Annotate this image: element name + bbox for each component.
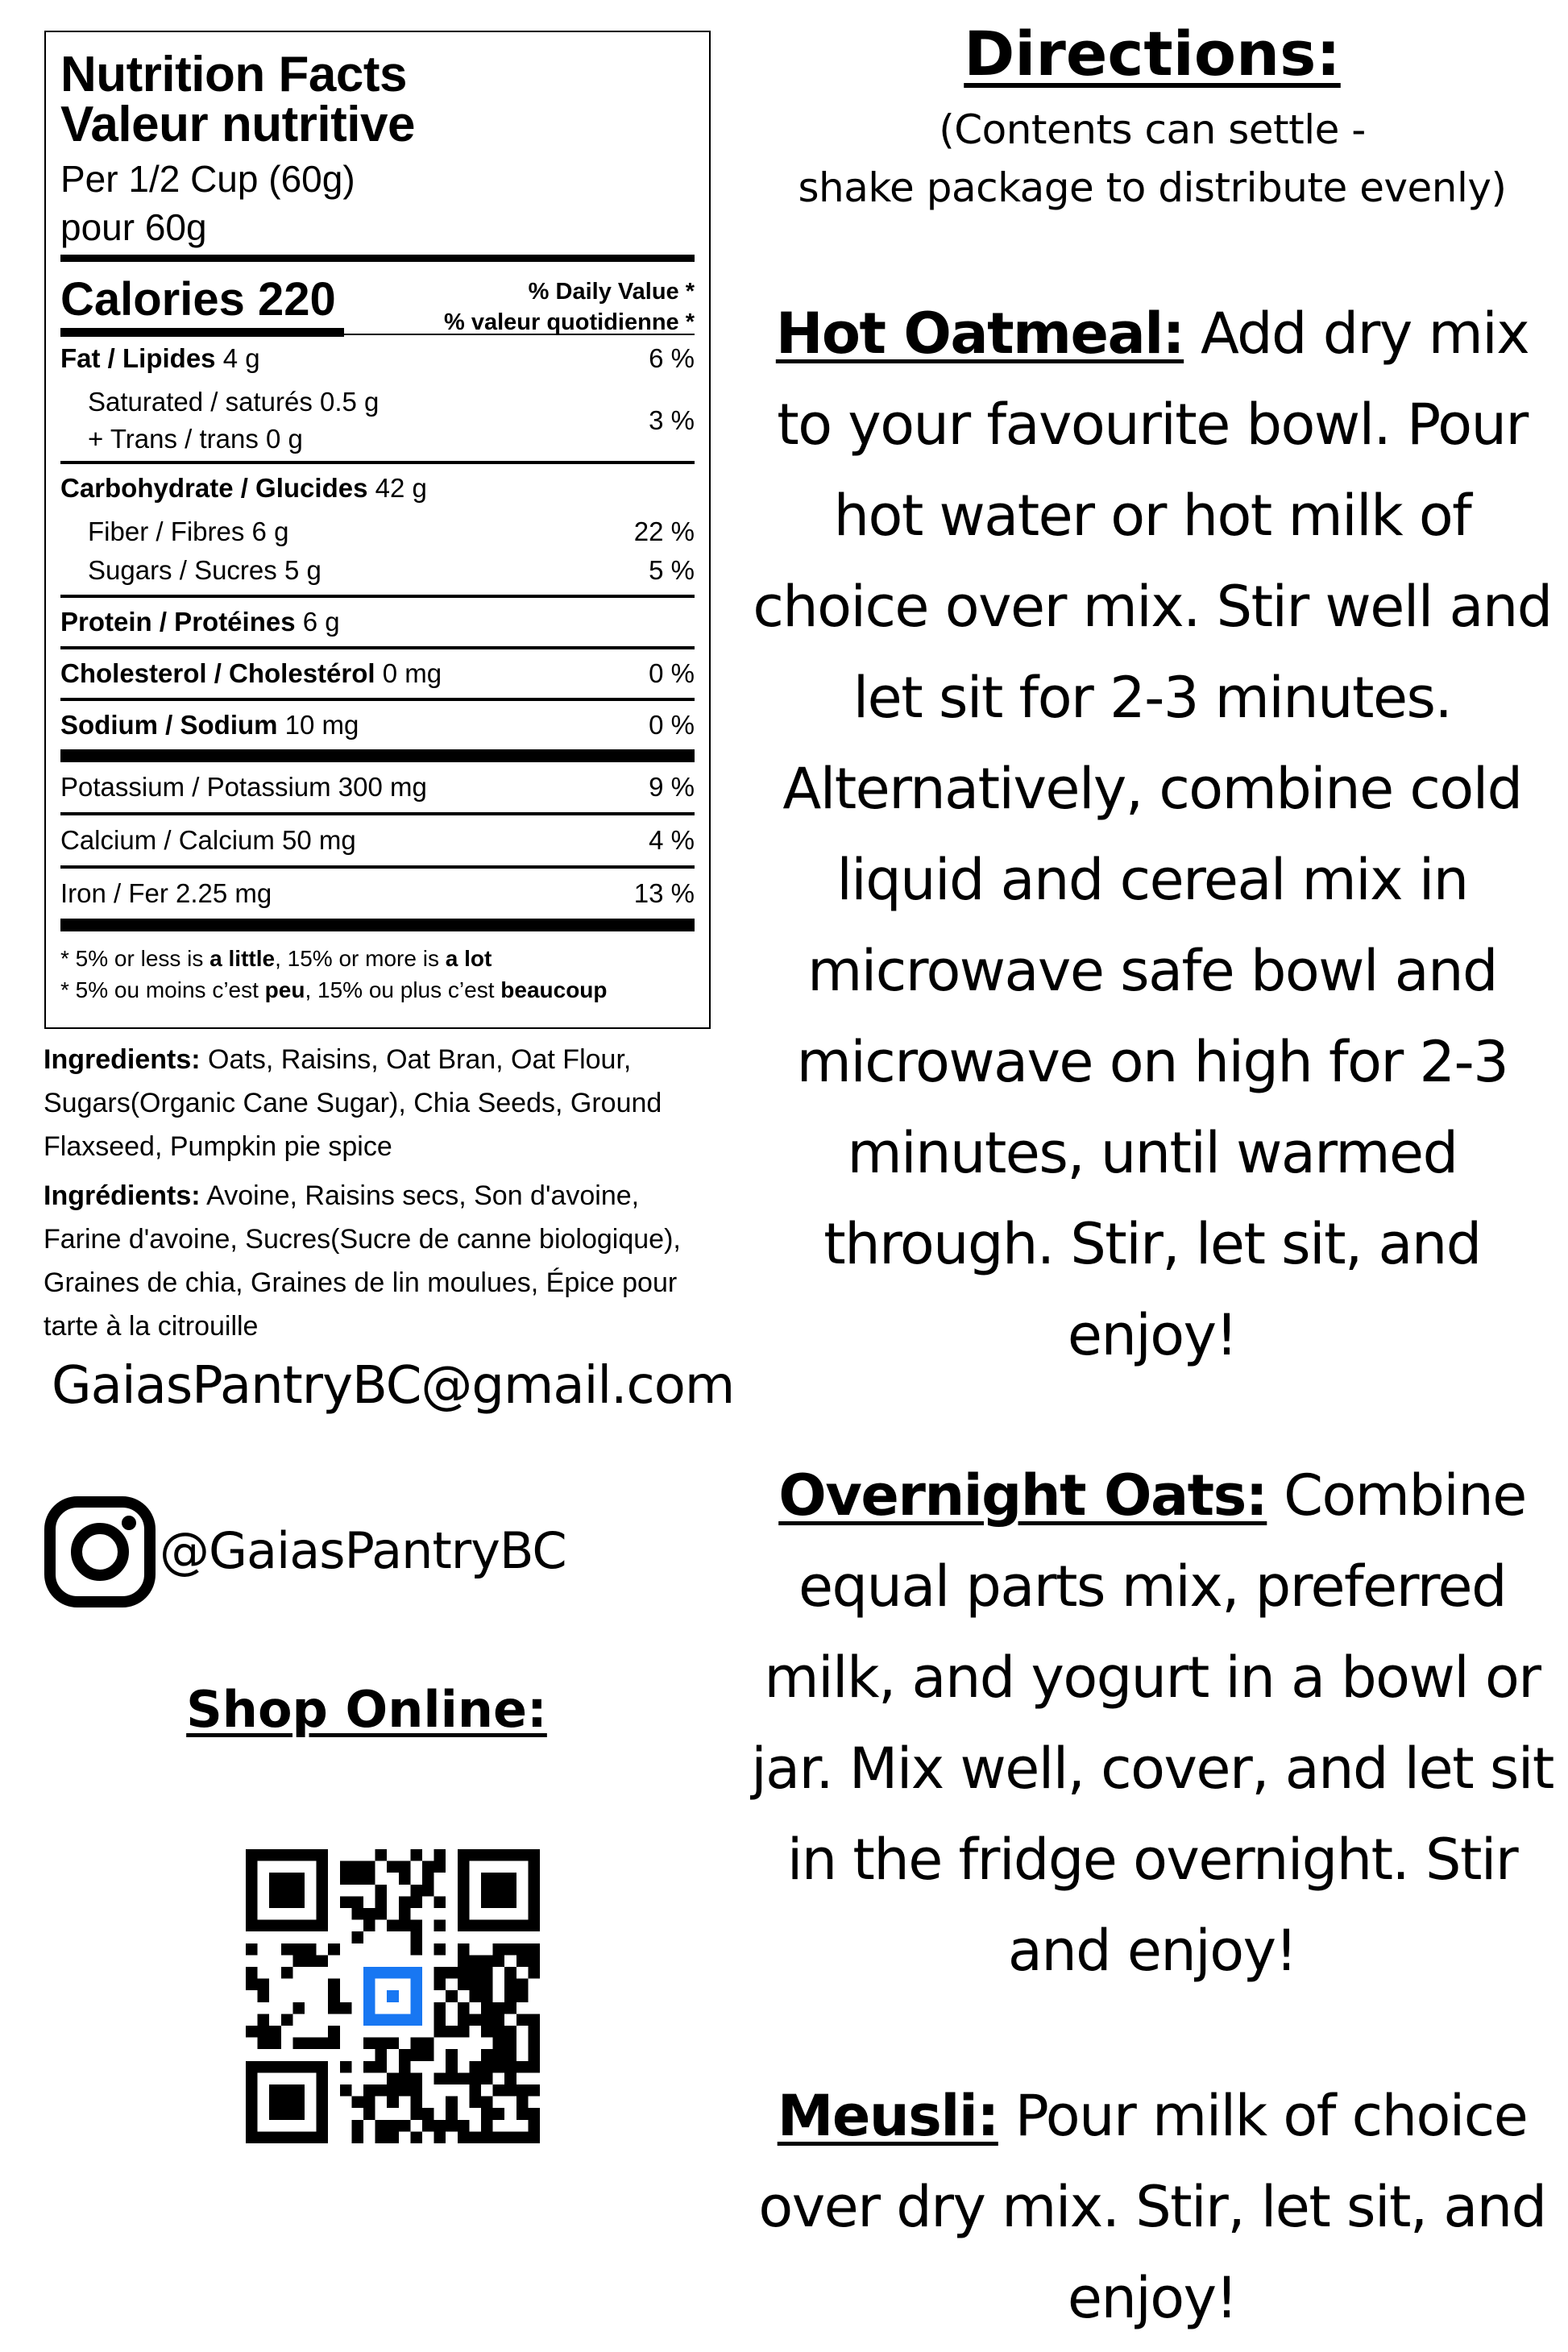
shop-online-heading: Shop Online: [186, 1680, 547, 1739]
saturated-fat: Saturated / saturés 0.5 g [88, 387, 380, 417]
serving-size-fr: pour 60g [60, 206, 207, 248]
sodium-label: Sodium / Sodium [60, 710, 278, 740]
carbohydrate-amount: 42 g [367, 473, 427, 503]
sodium-percent: 0 % [649, 710, 695, 740]
calcium-percent: 4 % [649, 825, 695, 855]
carbohydrate-row [60, 464, 695, 512]
sugars-percent: 5 % [649, 555, 695, 585]
saturated-trans-row [60, 382, 695, 459]
cholesterol-amount: 0 mg [375, 658, 442, 688]
ingredients-en-text: Oats, Raisins, Oat Bran, Oat Flour, Sugars(Organic Cane Sugar), Chia Seeds, Ground Flaxseed, Pumpkin pie spice [44, 1044, 662, 1162]
meusli-directions [749, 2071, 1555, 2344]
fat-label: Fat / Lipides [60, 343, 216, 373]
daily-value-header-en: % Daily Value * [528, 279, 695, 305]
cholesterol-label: Cholesterol / Cholestérol [60, 658, 375, 688]
directions-note [749, 101, 1555, 217]
fat-amount: 4 g [215, 343, 260, 373]
sodium-row [60, 701, 695, 749]
sodium-amount: 10 mg [277, 710, 359, 740]
sugars-label: Sugars / Sucres 5 g [88, 555, 321, 585]
ingredients-fr [44, 1174, 720, 1348]
saturated-trans-percent: 3 % [649, 405, 695, 435]
ingredients-fr-text: Avoine, Raisins secs, Son d'avoine, Farine d'avoine, Sucres(Sucre de canne biologique), Graines de chia, Graines de lin moulues, Épice pour tarte à la citrouille [44, 1180, 681, 1342]
nutrition-title-fr: Valeur nutritive [60, 97, 415, 152]
potassium-percent: 9 % [649, 772, 695, 802]
meusli-label: Meusli: [777, 2083, 998, 2149]
ingredients-en [44, 1038, 720, 1168]
protein-amount: 6 g [295, 607, 340, 637]
carbohydrate-label: Carbohydrate / Glucides [60, 473, 368, 503]
potassium-label: Potassium / Potassium 300 mg [60, 772, 427, 802]
calcium-label: Calcium / Calcium 50 mg [60, 825, 356, 855]
potassium-row [60, 762, 695, 812]
fat-row [60, 335, 695, 382]
instagram-handle[interactable]: @GaiasPantryBC [160, 1521, 566, 1580]
directions-note-line-1: (Contents can settle - [939, 106, 1366, 153]
fiber-label: Fiber / Fibres 6 g [88, 516, 289, 546]
contact-email[interactable]: GaiasPantryBC@gmail.com [52, 1356, 735, 1416]
overnight-oats-text: Combine equal parts mix, preferred milk, and yogurt in a bowl or jar. Mix well, cover, and let sit in the fridge overnight. Stir and enjoy! [751, 1462, 1553, 1984]
overnight-oats-directions [749, 1450, 1555, 1997]
qr-code-icon[interactable] [246, 1849, 540, 2143]
footnote-en: * 5% or less is a little, 15% or more is a lot [60, 946, 492, 971]
protein-row [60, 598, 695, 646]
protein-label: Protein / Protéines [60, 607, 296, 637]
trans-fat: + Trans / trans 0 g [88, 424, 303, 454]
serving-size-en: Per 1/2 Cup (60g) [60, 158, 355, 200]
fiber-row [60, 512, 695, 551]
ingredients-en-label: Ingredients: [44, 1044, 201, 1075]
nutrition-facts-panel [44, 31, 711, 1029]
iron-row [60, 869, 695, 919]
fiber-percent: 22 % [633, 516, 695, 546]
daily-value-footnote [60, 931, 695, 1006]
daily-value-header-fr: % valeur quotidienne * [444, 309, 695, 335]
calories-label: Calories 220 [60, 273, 336, 326]
overnight-oats-label: Overnight Oats: [778, 1462, 1267, 1529]
sugars-row [60, 551, 695, 590]
directions-title: Directions: [964, 18, 1341, 89]
nutrition-title-en: Nutrition Facts [60, 47, 407, 102]
hot-oatmeal-text: Add dry mix to your favourite bowl. Pour hot water or hot milk of choice over mix. Stir well and let sit for 2-3 minutes. Alternatively, combine cold liquid and cereal mix in microwave safe bowl and microwave on high for 2-3 minutes, until warmed through. Stir, let sit, and enjoy! [753, 301, 1552, 1368]
cholesterol-percent: 0 % [649, 658, 695, 688]
ingredients-fr-label: Ingrédients: [44, 1180, 201, 1211]
cholesterol-row [60, 649, 695, 698]
calcium-row [60, 815, 695, 865]
iron-percent: 13 % [633, 878, 695, 908]
meusli-text: Pour milk of choice over dry mix. Stir, let sit, and enjoy! [758, 2083, 1546, 2331]
calories-row [60, 262, 695, 335]
footnote-fr: * 5% ou moins c’est peu, 15% ou plus c’est beaucoup [60, 977, 608, 1002]
hot-oatmeal-directions [749, 288, 1555, 1381]
hot-oatmeal-label: Hot Oatmeal: [775, 301, 1184, 367]
directions-note-line-2: shake package to distribute evenly) [798, 164, 1507, 211]
iron-label: Iron / Fer 2.25 mg [60, 878, 272, 908]
fat-percent: 6 % [649, 343, 695, 373]
instagram-icon [44, 1495, 156, 1608]
